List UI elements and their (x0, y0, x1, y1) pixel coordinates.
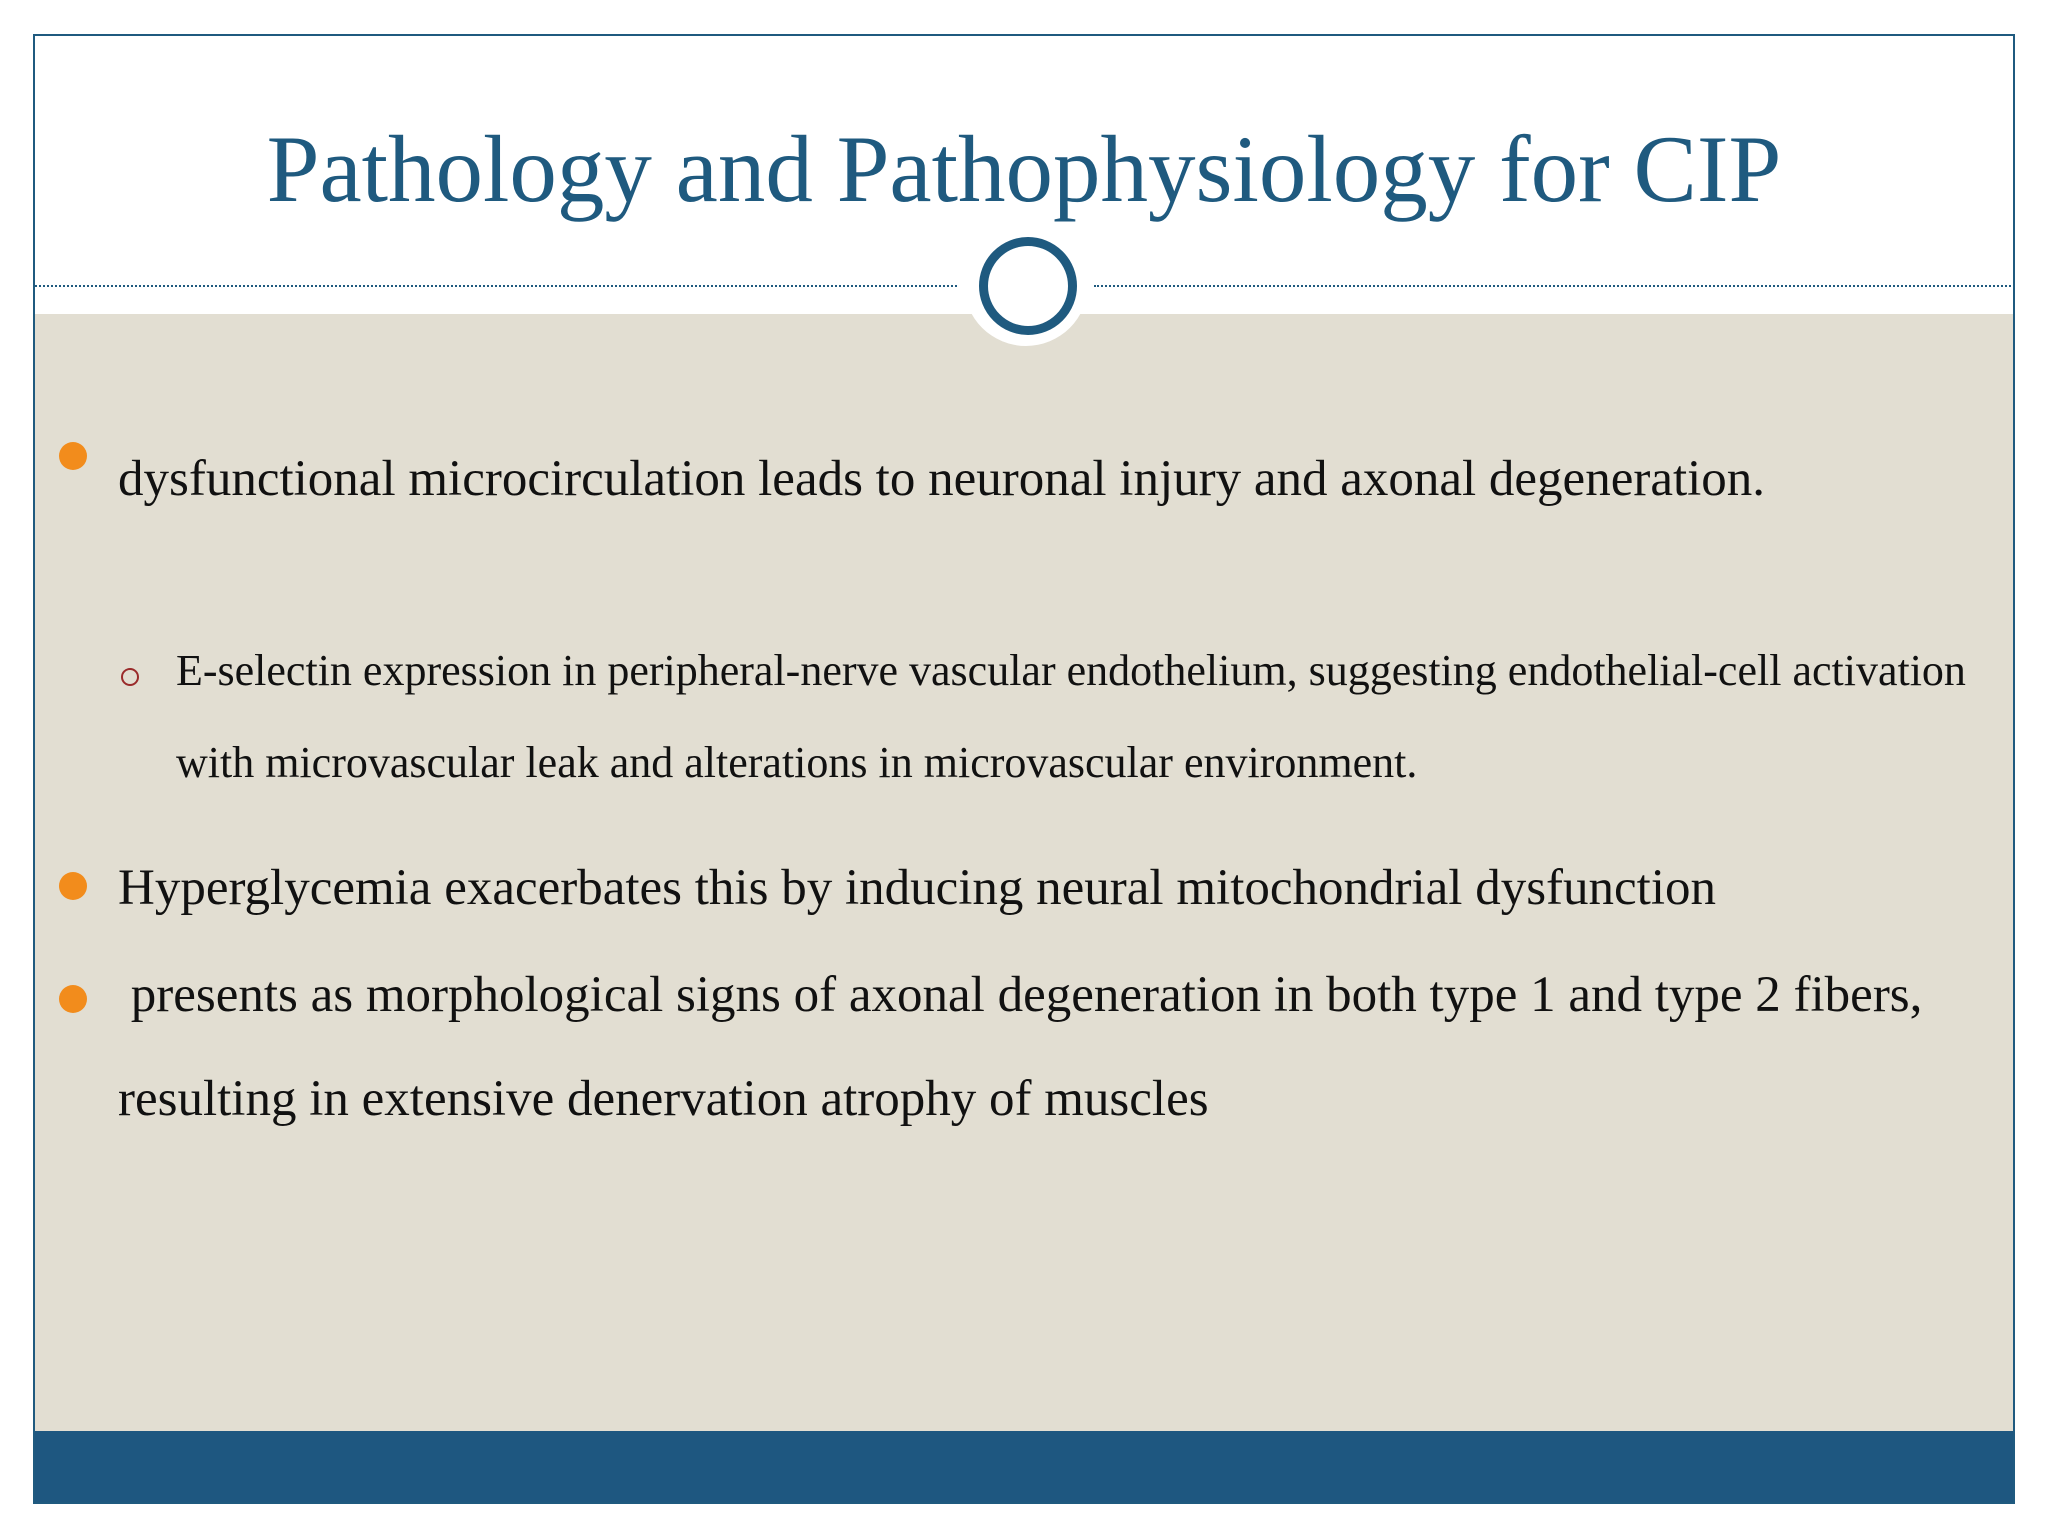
footer-bar (35, 1431, 2013, 1504)
circle-icon (979, 237, 1077, 335)
slide-content (35, 314, 2013, 1431)
sub-bullet-item: E-selectin expression in peripheral-nerve vascular endothelium, suggesting endothelial-cell activation with microvascular leak and alterations in microvascular environment. (176, 646, 1966, 787)
orange-dot-bullet-icon (59, 985, 87, 1013)
orange-dot-bullet-icon (59, 872, 87, 900)
header-divider-left (35, 285, 957, 287)
header-divider-right (1094, 285, 2015, 287)
bullet-item: dysfunctional microcirculation leads to neuronal injury and axonal degeneration. (118, 451, 1766, 507)
orange-dot-bullet-icon (59, 442, 87, 470)
hollow-circle-bullet-icon (121, 668, 139, 686)
bullet-item: Hyperglycemia exacerbates this by inducing neural mitochondrial dysfunction (118, 860, 1717, 916)
header-ornament (964, 222, 1088, 346)
bullet-item: presents as morphological signs of axonal degeneration in both type 1 and type 2 fibers, resulting in extensive denervation atrophy of muscles (118, 967, 1936, 1127)
slide-title: Pathology and Pathophysiology for CIP (266, 116, 1782, 222)
slide (33, 34, 2015, 1504)
